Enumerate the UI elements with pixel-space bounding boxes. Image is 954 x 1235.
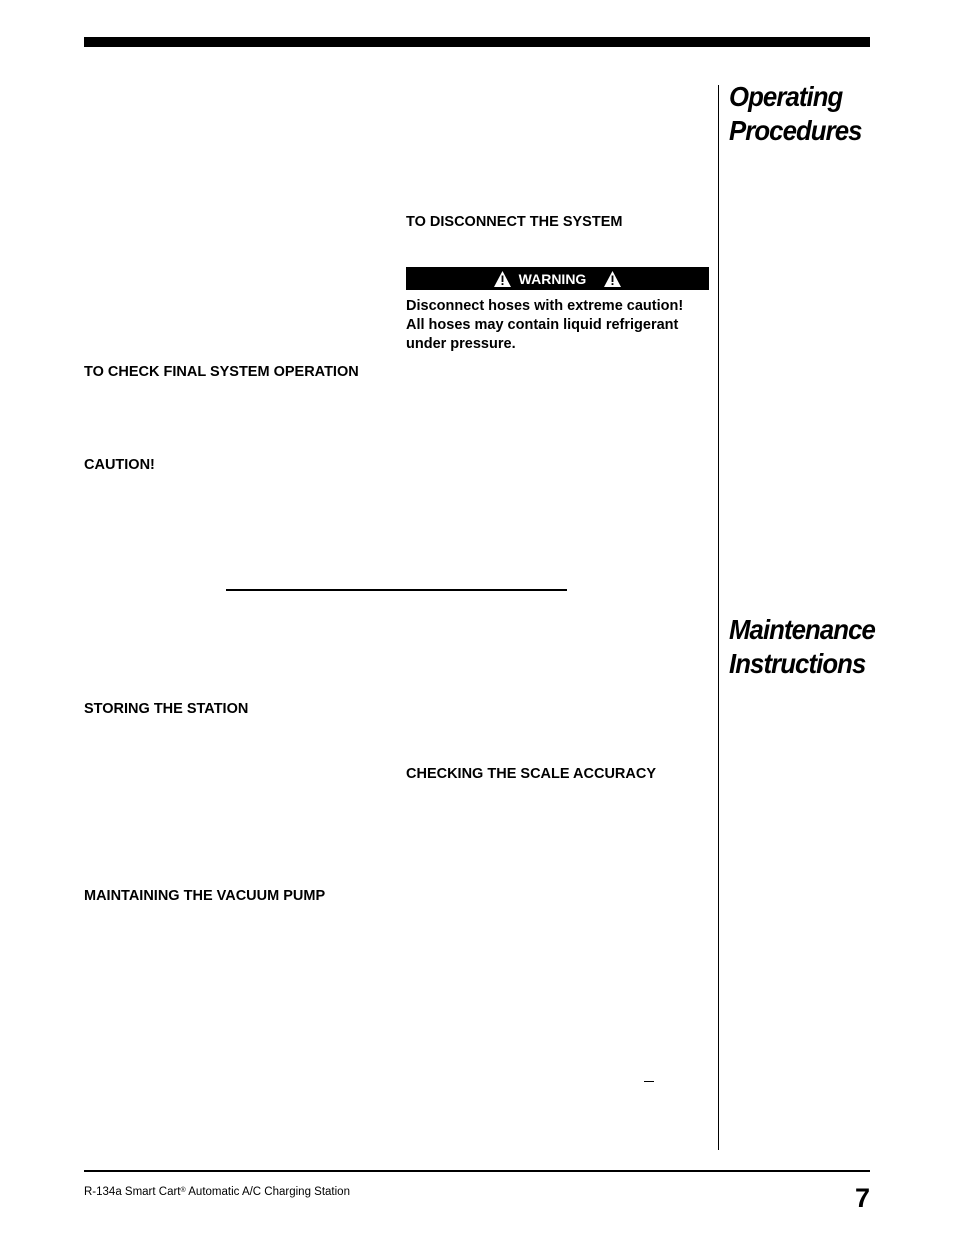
section-divider	[226, 589, 567, 591]
warning-triangle-icon	[494, 271, 511, 287]
registered-mark: ®	[180, 1187, 186, 1194]
warning-text	[406, 297, 716, 354]
heading-storing-station: STORING THE STATION	[84, 701, 249, 717]
heading-caution: CAUTION!	[84, 457, 155, 473]
section-title-line: Instructions	[729, 648, 866, 679]
section-title-line: Maintenance	[729, 614, 875, 645]
warning-triangle-icon	[604, 271, 621, 287]
heading-check-final-operation: TO CHECK FINAL SYSTEM OPERATION	[84, 364, 359, 380]
heading-vacuum-pump: MAINTAINING THE VACUUM PUMP	[84, 888, 326, 904]
footer-product-name	[84, 1185, 350, 1199]
section-title-maintenance-instructions	[729, 613, 875, 681]
section-title-line: Operating	[729, 81, 843, 112]
top-rule	[84, 37, 870, 47]
warning-label: WARNING	[518, 270, 587, 287]
section-title-line: Procedures	[729, 115, 862, 146]
warning-text-line: All hoses may contain liquid refrigerant	[406, 317, 679, 333]
section-title-operating-procedures	[729, 80, 867, 148]
dash-mark	[644, 1081, 654, 1082]
warning-text-line: Disconnect hoses with extreme caution!	[406, 298, 684, 314]
warning-bar	[406, 267, 709, 290]
warning-text-line: under pressure.	[406, 336, 516, 352]
heading-disconnect-system: TO DISCONNECT THE SYSTEM	[406, 214, 623, 230]
heading-scale-accuracy: CHECKING THE SCALE ACCURACY	[406, 766, 656, 782]
footer-rule	[84, 1170, 870, 1172]
page-number: 7	[854, 1183, 870, 1213]
footer-product-prefix: R-134a Smart Cart	[84, 1186, 181, 1198]
footer-product-suffix: Automatic A/C Charging Station	[185, 1186, 350, 1198]
sidebar-divider	[718, 85, 719, 1150]
